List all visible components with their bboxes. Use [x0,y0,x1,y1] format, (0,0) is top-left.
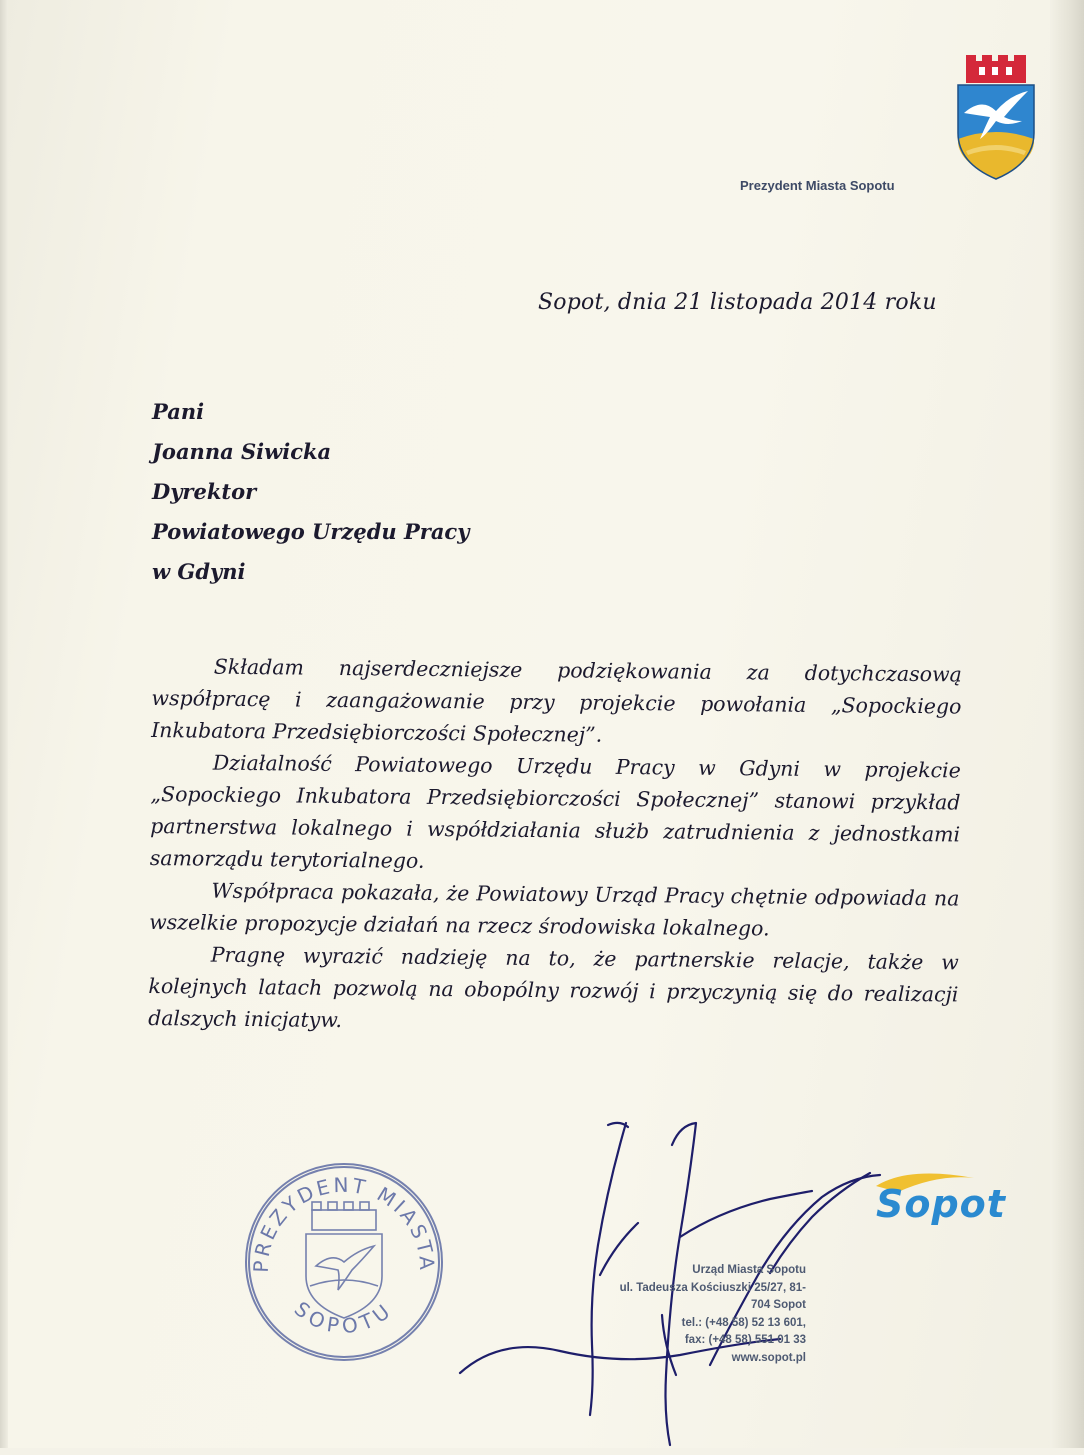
footer-website: www.sopot.pl [731,1351,806,1364]
svg-text:PREZYDENT MIASTA [249,1173,439,1273]
footer-address-line1: ul. Tadeusza Kościuszki 25/27, 81- [619,1281,806,1294]
logo-text: Sopot [876,1182,1006,1226]
recipient-city: w Gdyni [152,559,246,584]
stamp-top-text: PREZYDENT MIASTA [248,1172,440,1274]
recipient-block [152,392,469,592]
stamp-crest-icon [306,1202,382,1318]
body-paragraph: Współpraca pokazała, że Powiatowy Urząd Pracy chętnie odpowiada na wszelkie propozycje działań na rzecz środowiska lokalnego. [149,878,960,941]
stamp-bottom-text: SOPOTU [289,1296,399,1339]
recipient-institution: Powiatowego Urzędu Pracy [152,519,470,544]
office-footer [556,1262,806,1367]
body-paragraph: Pragnę wyrazić nadzieję na to, że partnerskie relacje, także w kolejnych latach pozwolą na obopólny rozwój i przyczynią się do realizacji dalszych inicjatyw. [148,942,959,1033]
recipient-name: Joanna Siwicka [152,439,332,464]
official-stamp [240,1158,448,1366]
recipient-salutation: Pani [152,399,205,424]
sopot-logo [868,1168,1006,1232]
footer-fax: fax: (+48 58) 551 01 33 [684,1334,806,1346]
frame-edge-left [0,0,8,1448]
letterhead-title: Prezydent Miasta Sopotu [740,178,895,193]
footer-office: Urząd Miasta Sopotu [692,1264,806,1276]
body-paragraph: Składam najserdeczniejsze podziękowania za dotychczasową współpracę i zaangażowanie przy projekcie powołania „Sopockiego Inkubatora Przedsiębiorczości Społecznej”. [151,654,962,747]
recipient-position: Dyrektor [152,479,257,504]
footer-phone: tel.: (+48 58) 52 13 601, [681,1316,806,1329]
body-paragraph: Działalność Powiatowego Urzędu Pracy w Gdyni w projekcie „Sopockiego Inkubatora Przedsiębiorczości Społecznej” stanowi przykład partnerstwa lokalnego i współdziałania służb zatrudnienia z jednostkami samorządu terytorialnego. [149,750,961,873]
frame-edge-right [1050,0,1084,1448]
sopot-coat-of-arms-icon [952,55,1040,180]
footer-address-line2: 704 Sopot [751,1299,806,1311]
letter-body [148,650,962,1042]
date-line: Sopot, dnia 21 listopada 2014 roku [538,290,937,315]
